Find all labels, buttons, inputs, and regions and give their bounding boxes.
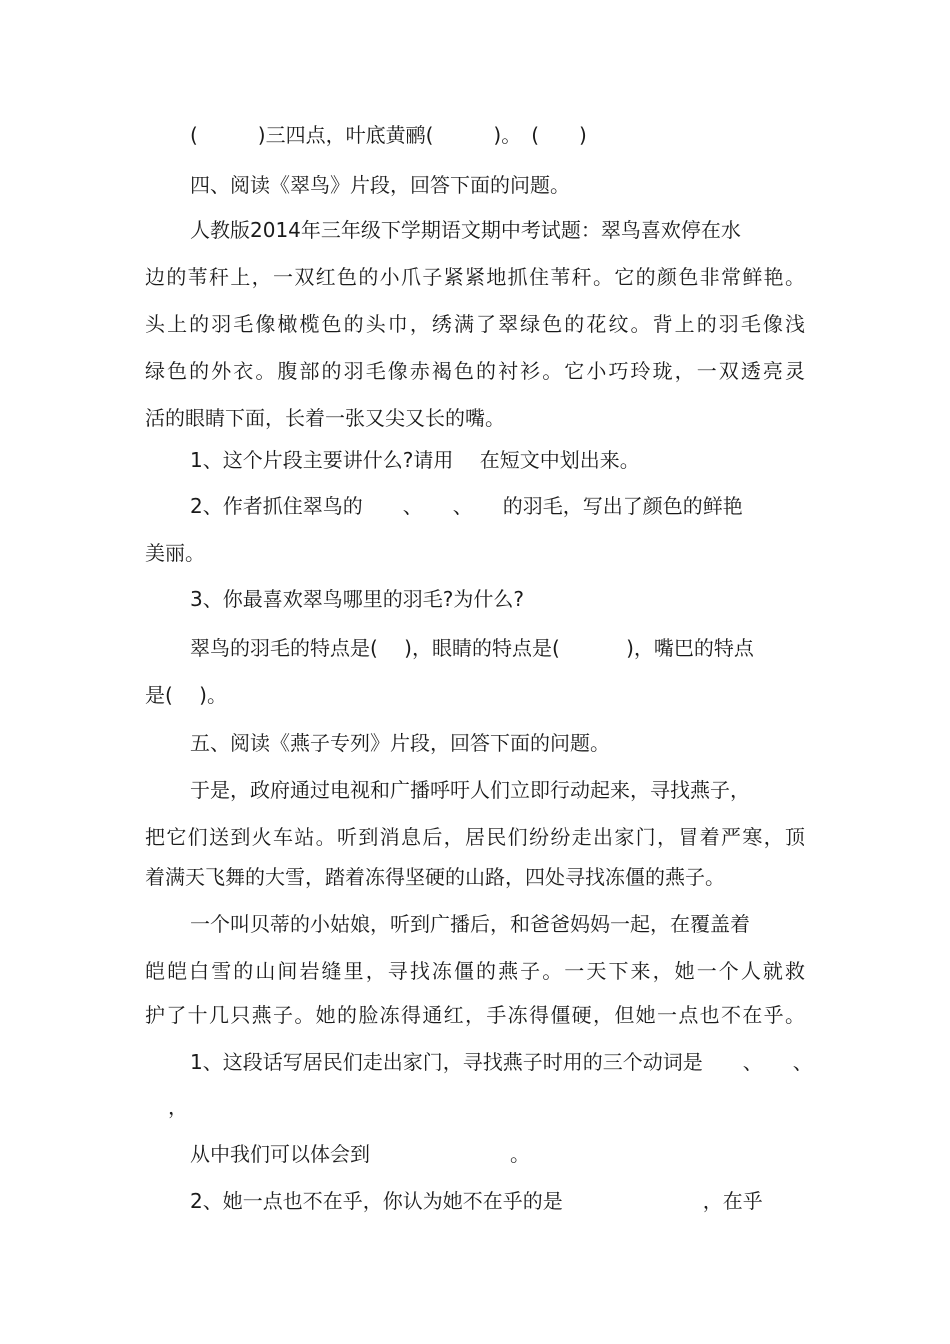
question-5-1-comma: ， (168, 1095, 188, 1119)
passage-yanzi-line-4: 一个叫贝蒂的小姑娘，听到广播后，和爸爸妈妈一起，在覆盖着 (190, 912, 750, 936)
question-5-1-continued: 从中我们可以体会到 。 (190, 1142, 530, 1166)
passage-yanzi-line-3: 着满天飞舞的大雪，踏着冻得坚硬的山路，四处寻找冻僵的燕子。 (145, 865, 725, 889)
section-four-heading: 四、阅读《翠鸟》片段，回答下面的问题。 (190, 173, 570, 197)
passage-cuiniao-line-3: 头上的羽毛像橄榄色的头巾，绣满了翠绿色的花纹。背上的羽毛像浅 (145, 312, 805, 336)
section-five-heading: 五、阅读《燕子专列》片段，回答下面的问题。 (190, 731, 610, 755)
passage-cuiniao-line-1: 人教版2014年三年级下学期语文期中考试题：翠鸟喜欢停在水 (190, 218, 741, 242)
passage-yanzi-line-1: 于是，政府通过电视和广播呼吁人们立即行动起来，寻找燕子， (190, 778, 750, 802)
question-4-2: 2、作者抓住翠鸟的 、 、 的羽毛，写出了颜色的鲜艳 (190, 494, 743, 518)
question-5-1: 1、这段话写居民们走出家门，寻找燕子时用的三个动词是 、 、 (190, 1050, 813, 1074)
passage-yanzi-line-2: 把它们送到火车站。听到消息后，居民们纷纷走出家门，冒着严寒，顶 (145, 825, 805, 849)
passage-yanzi-line-6: 护了十几只燕子。她的脸冻得通红，手冻得僵硬，但她一点也不在乎。 (145, 1003, 805, 1027)
passage-yanzi-line-5: 皑皑白雪的山间岩缝里，寻找冻僵的燕子。一天下来，她一个人就救 (145, 959, 805, 983)
fill-in-line-huangli: ( )三四点，叶底黄鹂( )。 ( ) (190, 123, 587, 147)
passage-cuiniao-line-4: 绿色的外衣。腹部的羽毛像赤褐色的衬衫。它小巧玲珑，一双透亮灵 (145, 359, 805, 383)
question-4-3: 3、你最喜欢翠鸟哪里的羽毛?为什么? (190, 587, 524, 611)
question-4-3-fill-in: 翠鸟的羽毛的特点是( )，眼睛的特点是( )，嘴巴的特点 (190, 636, 754, 660)
question-4-2-continued: 美丽。 (145, 541, 205, 565)
question-4-3-fill-in-continued: 是( )。 (145, 683, 227, 707)
question-5-2: 2、她一点也不在乎，你认为她不在乎的是 ，在乎 (190, 1189, 763, 1213)
passage-cuiniao-line-5: 活的眼睛下面，长着一张又尖又长的嘴。 (145, 406, 505, 430)
question-4-1: 1、这个片段主要讲什么?请用 在短文中划出来。 (190, 448, 640, 472)
passage-cuiniao-line-2: 边的苇秆上，一双红色的小爪子紧紧地抓住苇秆。它的颜色非常鲜艳。 (145, 265, 805, 289)
